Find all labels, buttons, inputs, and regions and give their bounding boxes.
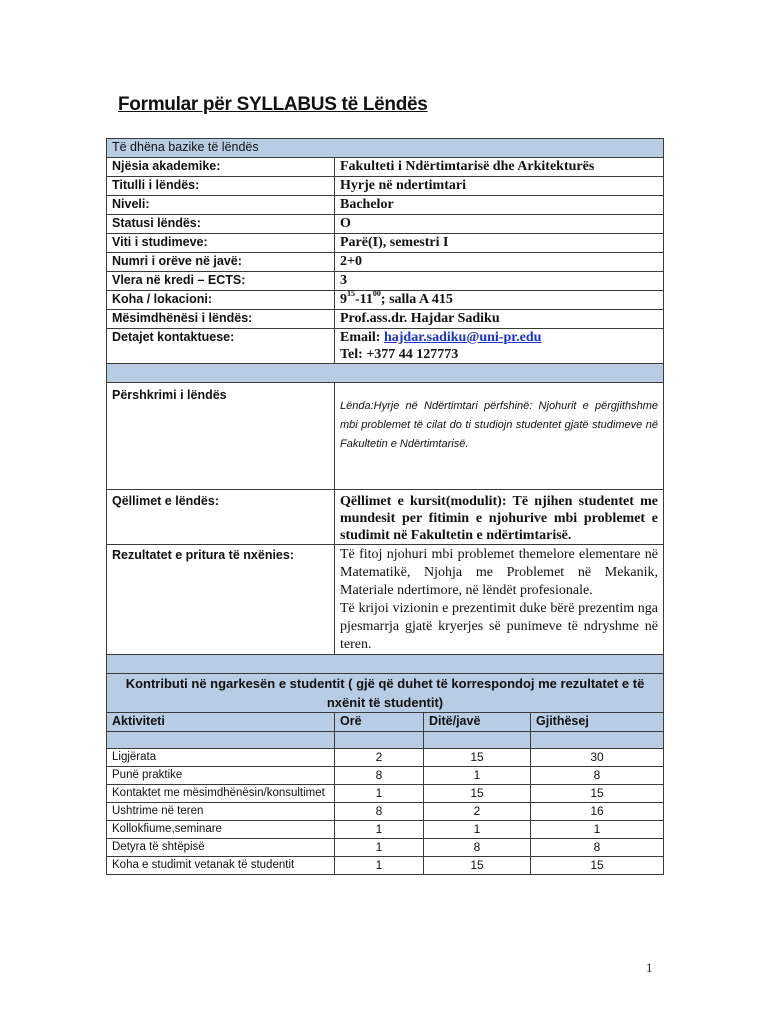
telephone: Tel: +377 44 127773 bbox=[340, 347, 459, 362]
spacer-cell bbox=[424, 732, 531, 749]
days-cell: 15 bbox=[424, 785, 531, 803]
table-row bbox=[107, 839, 664, 857]
total-cell: 15 bbox=[531, 785, 664, 803]
total-cell: 8 bbox=[531, 767, 664, 785]
hours-cell: 1 bbox=[335, 821, 424, 839]
column-header-total: Gjithësej bbox=[531, 713, 664, 732]
days-cell: 15 bbox=[424, 749, 531, 767]
time-location-value: $9^{15}-11^{00}$; salla A 415 bbox=[335, 291, 664, 310]
days-cell: 2 bbox=[424, 803, 531, 821]
email-prefix: Email: bbox=[340, 330, 384, 345]
info-value: Bachelor bbox=[335, 196, 664, 215]
spacer-cell bbox=[107, 655, 664, 674]
section-header-basic bbox=[107, 139, 664, 158]
info-value: 2+0 bbox=[335, 253, 664, 272]
total-cell: 15 bbox=[531, 857, 664, 875]
hours-cell: 2 bbox=[335, 749, 424, 767]
table-row bbox=[107, 767, 664, 785]
column-header-hours: Orë bbox=[335, 713, 424, 732]
outcomes-row bbox=[107, 545, 664, 655]
activity-cell: Detyra të shtëpisë bbox=[107, 839, 335, 857]
info-label: Statusi lëndës: bbox=[107, 215, 335, 234]
description-text: Lënda:Hyrje në Ndërtimtari përfshinë: Njohurit e përgjithshme mbi problemet të cilat do ti studiojn studentet gjatë studimeve në Fakultetin e Ndërtimtarisë. bbox=[335, 383, 664, 490]
hours-cell: 1 bbox=[335, 857, 424, 875]
workload-spacer-row bbox=[107, 732, 664, 749]
table-row bbox=[107, 821, 664, 839]
total-cell: 16 bbox=[531, 803, 664, 821]
spacer-cell bbox=[107, 364, 664, 383]
page-title: Formular për SYLLABUS të Lëndës bbox=[118, 94, 428, 115]
description-row bbox=[107, 383, 664, 490]
spacer-row bbox=[107, 655, 664, 674]
table-row bbox=[107, 803, 664, 821]
workload-columns-row bbox=[107, 713, 664, 732]
goals-text: Qëllimet e kursit(modulit): Të njihen studentet me mundesit per fitimin e njohurive mbi problemet e studimit në Fakultetin e ndërtimtarisë. bbox=[335, 490, 664, 545]
info-row bbox=[107, 196, 664, 215]
activity-cell: Ligjërata bbox=[107, 749, 335, 767]
days-cell: 1 bbox=[424, 767, 531, 785]
hours-cell: 1 bbox=[335, 785, 424, 803]
teacher-value: Prof.ass.dr. Hajdar Sadiku bbox=[335, 310, 664, 329]
info-label: Koha / lokacioni: bbox=[107, 291, 335, 310]
email-link[interactable]: hajdar.sadiku@uni-pr.edu bbox=[383, 330, 542, 345]
time-location-row bbox=[107, 291, 664, 310]
goals-label: Qëllimet e lëndës: bbox=[107, 490, 335, 545]
activity-cell: Koha e studimit vetanak të studentit bbox=[107, 857, 335, 875]
info-row bbox=[107, 253, 664, 272]
total-cell: 1 bbox=[531, 821, 664, 839]
activity-cell: Punë praktike bbox=[107, 767, 335, 785]
description-label: Përshkrimi i lëndës bbox=[107, 383, 335, 490]
info-value: Parë(I), semestri I bbox=[335, 234, 664, 253]
end-hour: 11 bbox=[359, 292, 373, 307]
days-cell: 15 bbox=[424, 857, 531, 875]
info-value: 3 bbox=[335, 272, 664, 291]
days-cell: 1 bbox=[424, 821, 531, 839]
days-cell: 8 bbox=[424, 839, 531, 857]
info-label: Titulli i lëndës: bbox=[107, 177, 335, 196]
spacer-cell bbox=[531, 732, 664, 749]
workload-header: Kontributi në ngarkesën e studentit ( gjë që duhet të korrespondoj me rezultatet e të nxënit të studentit) bbox=[107, 674, 664, 713]
contact-value bbox=[335, 329, 664, 364]
activity-cell: Ushtrime në teren bbox=[107, 803, 335, 821]
info-label: Mësimdhënësi i lëndës: bbox=[107, 310, 335, 329]
hours-cell: 8 bbox=[335, 767, 424, 785]
basic-header: Të dhëna bazike të lëndës bbox=[107, 139, 664, 158]
start-hour: 9 bbox=[340, 292, 347, 307]
activity-cell: Kontaktet me mësimdhënësin/konsultimet bbox=[107, 785, 335, 803]
start-minute: 15 bbox=[347, 289, 355, 299]
contact-row bbox=[107, 329, 664, 364]
end-minute: 00 bbox=[372, 289, 381, 299]
outcomes-text bbox=[335, 545, 664, 655]
info-label: Viti i studimeve: bbox=[107, 234, 335, 253]
activity-cell: Kollokfiume,seminare bbox=[107, 821, 335, 839]
info-value: O bbox=[335, 215, 664, 234]
info-row bbox=[107, 234, 664, 253]
info-row bbox=[107, 177, 664, 196]
outcomes-paragraph-2: Të krijoi vizionin e prezentimit duke bërë prezentim nga pjesmarrja gjatë kryerjes së punimeve të ndryshme në teren. bbox=[340, 601, 659, 652]
room: ; salla A 415 bbox=[380, 292, 453, 307]
table-row bbox=[107, 749, 664, 767]
outcomes-label: Rezultatet e pritura të nxënies: bbox=[107, 545, 335, 655]
info-label: Detajet kontaktuese: bbox=[107, 329, 335, 364]
spacer-cell bbox=[107, 732, 335, 749]
syllabus-table bbox=[106, 138, 664, 875]
info-row bbox=[107, 158, 664, 177]
total-cell: 30 bbox=[531, 749, 664, 767]
page-number: 1 bbox=[646, 960, 653, 975]
column-header-activity: Aktiviteti bbox=[107, 713, 335, 732]
column-header-days: Ditë/javë bbox=[424, 713, 531, 732]
info-label: Vlera në kredi – ECTS: bbox=[107, 272, 335, 291]
outcomes-paragraph-1: Të fitoj njohuri mbi problemet themelore elementare në Matematikë, Njohja me Problemet në Mekanik, Materiale ndertimore, në lëndët profesionale. bbox=[340, 547, 659, 598]
goals-row bbox=[107, 490, 664, 545]
info-row bbox=[107, 272, 664, 291]
spacer-cell bbox=[335, 732, 424, 749]
teacher-row bbox=[107, 310, 664, 329]
info-row bbox=[107, 215, 664, 234]
info-label: Niveli: bbox=[107, 196, 335, 215]
spacer-row bbox=[107, 364, 664, 383]
workload-header-row bbox=[107, 674, 664, 713]
info-value: Hyrje në ndertimtari bbox=[335, 177, 664, 196]
info-label: Njësia akademike: bbox=[107, 158, 335, 177]
table-row bbox=[107, 785, 664, 803]
info-label: Numri i orëve në javë: bbox=[107, 253, 335, 272]
hours-cell: 8 bbox=[335, 803, 424, 821]
hours-cell: 1 bbox=[335, 839, 424, 857]
info-value: Fakulteti i Ndërtimtarisë dhe Arkitekturës bbox=[335, 158, 664, 177]
total-cell: 8 bbox=[531, 839, 664, 857]
table-row bbox=[107, 857, 664, 875]
